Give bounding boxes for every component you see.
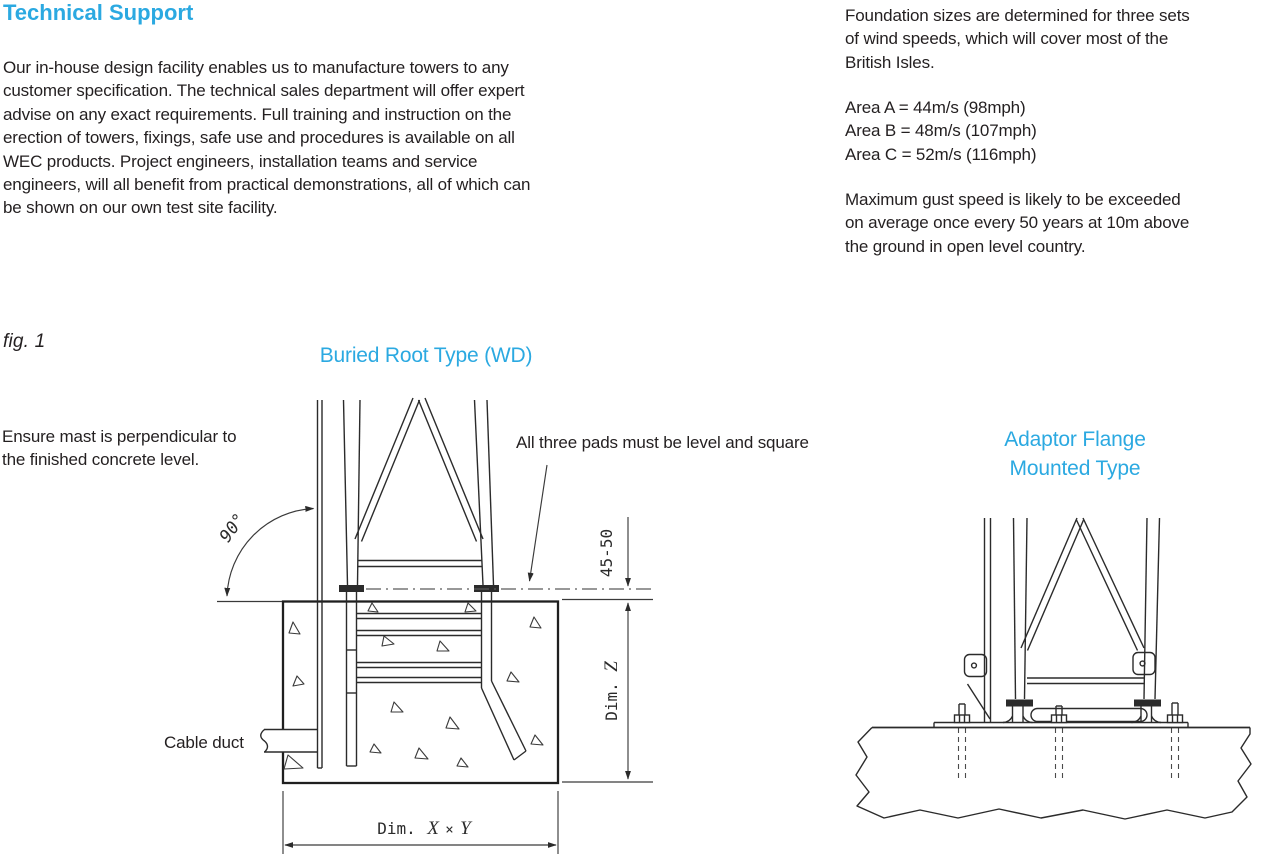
foundation-drawings (0, 380, 1262, 856)
wind-intro-line: Foundation sizes are determined for three sets (845, 6, 1190, 25)
angle-label: 90° (215, 509, 251, 547)
gusset-brace (968, 684, 991, 719)
wind-area-b: Area B = 48m/s (107mph) (845, 121, 1037, 141)
gust-note-line: on average once every 50 years at 10m above (845, 213, 1190, 233)
intro-line: advise on any exact requirements. Full training and instruction on the (3, 104, 512, 124)
tower-lattice (344, 398, 494, 585)
figure-label: fig. 1 (3, 331, 46, 352)
adaptor-tower-lattice (1014, 518, 1160, 699)
mast-note-line: Ensure mast is perpendicular to (2, 427, 237, 446)
ground-outline (856, 728, 1251, 820)
embedded-anchor-studs (959, 728, 1179, 781)
adaptor-mast-pole (985, 518, 991, 722)
adaptor-title-line: Adaptor Flange (1004, 428, 1146, 451)
gust-note (845, 188, 1189, 258)
wind-area-a: Area A = 44m/s (98mph) (845, 98, 1026, 117)
plan-label: Dim. X × Y (377, 818, 471, 839)
gust-note-line: Maximum gust speed is likely to be exceeded (845, 190, 1181, 209)
pads-note-leader (530, 465, 548, 581)
root-rungs (357, 614, 481, 683)
buried-root-drawing (216, 398, 654, 854)
wind-intro-line: British Isles. (845, 52, 935, 72)
cable-duct-label: Cable duct (164, 733, 244, 752)
page-title: Technical Support (3, 0, 194, 25)
intro-line: WEC products. Project engineers, installation teams and service (3, 151, 478, 171)
concrete-block (283, 602, 558, 784)
aggregate-texture (284, 603, 543, 769)
pad-height-dimension (597, 517, 628, 586)
intro-line: customer specification. The technical sales department will offer expert (3, 81, 525, 101)
adaptor-collars (1003, 700, 1161, 723)
mount-tabs (965, 653, 1156, 677)
pad-height-label: 45-50 (597, 528, 616, 578)
wind-area-list (845, 96, 1037, 166)
adaptor-flange-bar (1031, 709, 1147, 722)
adaptor-title-line: Mounted Type (1009, 457, 1141, 480)
pads-level-note: All three pads must be level and square (516, 433, 809, 452)
plan-dimension (283, 791, 558, 854)
gust-note-line: the ground in open level country. (845, 236, 1086, 256)
angle-dimension (216, 509, 314, 602)
anchor-bolts (955, 703, 1183, 781)
cable-duct-tube (261, 730, 318, 753)
left-pad-collar (339, 585, 364, 592)
depth-label: Dim. Z (601, 661, 622, 721)
intro-line: erection of towers, fixings, safe use and procedures is available on all (3, 128, 515, 148)
intro-line: engineers, will all benefit from practical demonstrations, all of which can (3, 175, 531, 195)
buried-root-title: Buried Root Type (WD) (319, 344, 533, 367)
intro-paragraph (3, 56, 530, 220)
wind-intro-line: of wind speeds, which will cover most of the (845, 29, 1169, 49)
intro-line: Our in-house design facility enables us to manufacture towers to any (3, 58, 509, 77)
wind-speed-intro (845, 4, 1190, 74)
depth-dimension (562, 600, 653, 783)
mast-pole (318, 400, 323, 768)
wind-area-c: Area C = 52m/s (116mph) (845, 144, 1037, 164)
mast-note-line: the finished concrete level. (2, 449, 200, 469)
intro-line: be shown on our own test site facility. (3, 198, 278, 218)
adaptor-flange-drawing (856, 518, 1251, 819)
